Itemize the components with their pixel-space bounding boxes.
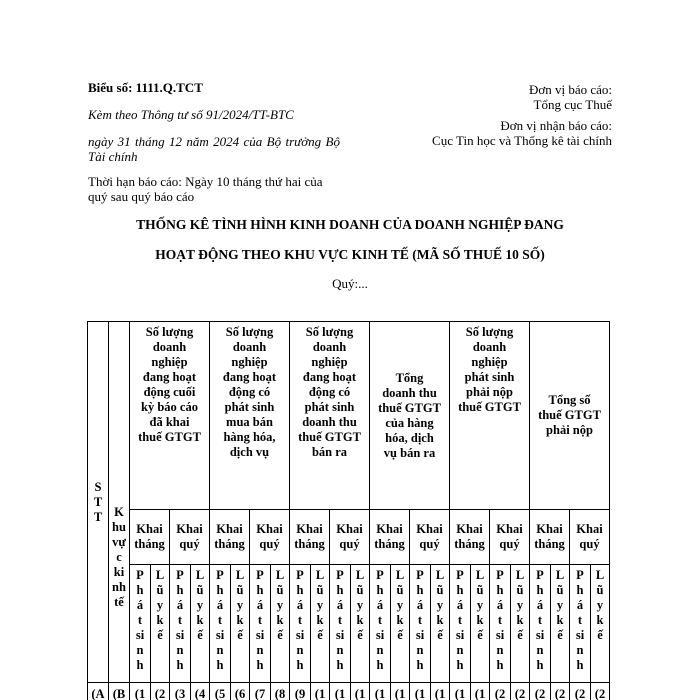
quarterly-header-3: Khai quý <box>330 510 370 565</box>
arising-header: Phát sinh <box>450 565 471 683</box>
report-title-line-1: THỐNG KÊ TÌNH HÌNH KINH DOANH CỦA DOANH NGHIỆP ĐANG <box>136 217 564 232</box>
quarterly-header-1: Khai quý <box>170 510 210 565</box>
stt-header: STT <box>88 322 109 683</box>
cumulative-header: Lũy kế <box>151 565 170 683</box>
arising-header: Phát sinh <box>290 565 311 683</box>
form-number: Biểu số: 1111.Q.TCT <box>88 80 203 95</box>
column-index-cell: (1 <box>330 683 351 700</box>
quarterly-header-4: Khai quý <box>410 510 450 565</box>
group-header-row <box>88 322 610 510</box>
cumulative-header: Lũy kế <box>391 565 410 683</box>
monthly-header-4: Khai tháng <box>370 510 410 565</box>
group-header-1: Số lượng doanh nghiệp đang hoạt động cuối kỳ báo cáo đã khai thuế GTGT <box>130 322 210 510</box>
group-header-4: Tổng doanh thu thuế GTGT của hàng hóa, dịch vụ bán ra <box>370 322 450 510</box>
receiving-unit-label: Đơn vị nhận báo cáo: <box>500 118 612 133</box>
column-index-cell: (2 <box>511 683 530 700</box>
leaf-header-row <box>88 565 610 683</box>
arising-header: Phát sinh <box>370 565 391 683</box>
column-index-cell: (2 <box>591 683 610 700</box>
column-index-cell: (2 <box>490 683 511 700</box>
arising-header: Phát sinh <box>490 565 511 683</box>
monthly-header-5: Khai tháng <box>450 510 490 565</box>
column-index-cell: (1 <box>391 683 410 700</box>
report-deadline: Thời hạn báo cáo: Ngày 10 tháng thứ hai của quý sau quý báo cáo <box>88 174 323 204</box>
column-index-cell: (1 <box>311 683 330 700</box>
reporting-unit: Tổng cục Thuế <box>533 97 612 112</box>
column-index-cell: (4 <box>191 683 210 700</box>
column-index-cell: (1 <box>450 683 471 700</box>
quarterly-header-5: Khai quý <box>490 510 530 565</box>
cumulative-header: Lũy kế <box>511 565 530 683</box>
cumulative-header: Lũy kế <box>231 565 250 683</box>
arising-header: Phát sinh <box>410 565 431 683</box>
column-index-cell: (1 <box>130 683 151 700</box>
cumulative-header: Lũy kế <box>551 565 570 683</box>
column-index-cell: (A <box>88 683 109 700</box>
column-index-cell: (B <box>109 683 130 700</box>
cumulative-header: Lũy kế <box>311 565 330 683</box>
index-row <box>88 683 610 700</box>
column-index-cell: (9 <box>290 683 311 700</box>
quarterly-header-6: Khai quý <box>570 510 610 565</box>
column-index-cell: (3 <box>170 683 191 700</box>
quarterly-header-2: Khai quý <box>250 510 290 565</box>
column-index-cell: (2 <box>530 683 551 700</box>
group-header-5: Số lượng doanh nghiệp phát sinh phải nộp thuế GTGT <box>450 322 530 510</box>
column-index-cell: (1 <box>351 683 370 700</box>
column-index-cell: (1 <box>431 683 450 700</box>
cumulative-header: Lũy kế <box>271 565 290 683</box>
attached-circular: Kèm theo Thông tư số 91/2024/TT-BTC <box>88 107 294 122</box>
circular-date: ngày 31 tháng 12 năm 2024 của Bộ trưởng Bộ Tài chính <box>88 134 340 164</box>
monthly-header-2: Khai tháng <box>210 510 250 565</box>
quarter-label: Quý:... <box>332 276 368 291</box>
economic-sector-header: Khu vực kinh tế <box>109 322 130 683</box>
cumulative-header: Lũy kế <box>191 565 210 683</box>
statistics-table <box>87 321 610 700</box>
arising-header: Phát sinh <box>570 565 591 683</box>
cumulative-header: Lũy kế <box>431 565 450 683</box>
arising-header: Phát sinh <box>210 565 231 683</box>
monthly-header-1: Khai tháng <box>130 510 170 565</box>
column-index-cell: (1 <box>471 683 490 700</box>
column-index-cell: (7 <box>250 683 271 700</box>
column-index-cell: (1 <box>410 683 431 700</box>
arising-header: Phát sinh <box>330 565 351 683</box>
receiving-unit: Cục Tin học và Thống kê tài chính <box>432 133 612 148</box>
arising-header: Phát sinh <box>530 565 551 683</box>
form-info <box>88 80 340 204</box>
cumulative-header: Lũy kế <box>591 565 610 683</box>
monthly-header-3: Khai tháng <box>290 510 330 565</box>
column-index-cell: (2 <box>570 683 591 700</box>
units-info <box>432 82 612 148</box>
monthly-header-6: Khai tháng <box>530 510 570 565</box>
arising-header: Phát sinh <box>130 565 151 683</box>
column-index-cell: (8 <box>271 683 290 700</box>
arising-header: Phát sinh <box>170 565 191 683</box>
group-header-6: Tổng số thuế GTGT phải nộp <box>530 322 610 510</box>
column-index-cell: (5 <box>210 683 231 700</box>
cumulative-header: Lũy kế <box>471 565 490 683</box>
reporting-unit-label: Đơn vị báo cáo: <box>528 82 612 97</box>
arising-header: Phát sinh <box>250 565 271 683</box>
column-index-cell: (2 <box>151 683 170 700</box>
column-index-cell: (6 <box>231 683 250 700</box>
column-index-cell: (2 <box>551 683 570 700</box>
sub-header-row <box>88 510 610 565</box>
column-index-cell: (1 <box>370 683 391 700</box>
group-header-3: Số lượng doanh nghiệp đang hoạt động có phát sinh doanh thu thuế GTGT bán ra <box>290 322 370 510</box>
group-header-2: Số lượng doanh nghiệp đang hoạt động có phát sinh mua bán hàng hóa, dịch vụ <box>210 322 290 510</box>
cumulative-header: Lũy kế <box>351 565 370 683</box>
report-title-line-2: HOẠT ĐỘNG THEO KHU VỰC KINH TẾ (MÃ SỐ THUẾ 10 SỐ) <box>155 247 545 262</box>
